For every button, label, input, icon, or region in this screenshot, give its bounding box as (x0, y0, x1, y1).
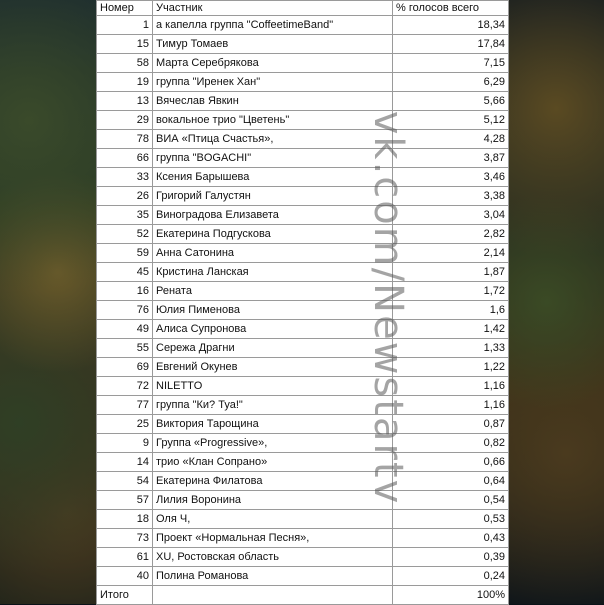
total-empty (153, 586, 393, 605)
row-percent: 0,64 (393, 472, 509, 491)
table-row (97, 168, 509, 187)
row-number: 16 (97, 282, 153, 301)
row-participant: группа "Иренек Хан" (153, 73, 393, 92)
header-row (97, 1, 509, 16)
row-number: 29 (97, 111, 153, 130)
table-row (97, 92, 509, 111)
row-number: 52 (97, 225, 153, 244)
row-number: 58 (97, 54, 153, 73)
results-table (96, 0, 509, 605)
row-participant: Группа «Progressive», (153, 434, 393, 453)
row-number: 19 (97, 73, 153, 92)
row-participant: Григорий Галустян (153, 187, 393, 206)
table-row (97, 263, 509, 282)
row-percent: 3,46 (393, 168, 509, 187)
row-percent: 7,15 (393, 54, 509, 73)
row-number: 77 (97, 396, 153, 415)
total-row (97, 586, 509, 605)
table-row (97, 149, 509, 168)
row-percent: 0,54 (393, 491, 509, 510)
table-row (97, 320, 509, 339)
row-number: 14 (97, 453, 153, 472)
row-percent: 1,22 (393, 358, 509, 377)
table-row (97, 567, 509, 586)
row-percent: 5,12 (393, 111, 509, 130)
table-row (97, 453, 509, 472)
row-number: 33 (97, 168, 153, 187)
row-number: 61 (97, 548, 153, 567)
row-number: 1 (97, 16, 153, 35)
row-percent: 0,87 (393, 415, 509, 434)
row-participant: Лилия Воронина (153, 491, 393, 510)
row-number: 9 (97, 434, 153, 453)
row-participant: Ксения Барышева (153, 168, 393, 187)
row-percent: 4,28 (393, 130, 509, 149)
row-number: 49 (97, 320, 153, 339)
row-participant: Тимур Томаев (153, 35, 393, 54)
table-row (97, 35, 509, 54)
row-percent: 0,53 (393, 510, 509, 529)
row-participant: Марта Серебрякова (153, 54, 393, 73)
row-percent: 2,82 (393, 225, 509, 244)
row-percent: 0,24 (393, 567, 509, 586)
header-number: Номер (97, 1, 153, 16)
table-row (97, 16, 509, 35)
row-participant: Кристина Ланская (153, 263, 393, 282)
row-percent: 18,34 (393, 16, 509, 35)
row-number: 66 (97, 149, 153, 168)
row-percent: 3,04 (393, 206, 509, 225)
table-row (97, 225, 509, 244)
row-number: 57 (97, 491, 153, 510)
row-percent: 1,16 (393, 377, 509, 396)
row-percent: 3,38 (393, 187, 509, 206)
row-participant: Оля Ч, (153, 510, 393, 529)
row-participant: Екатерина Подгускова (153, 225, 393, 244)
header-percent: % голосов всего (393, 1, 509, 16)
table-row (97, 358, 509, 377)
row-number: 18 (97, 510, 153, 529)
row-participant: NILETTO (153, 377, 393, 396)
row-percent: 0,66 (393, 453, 509, 472)
row-participant: Полина Романова (153, 567, 393, 586)
table-row (97, 510, 509, 529)
table-row (97, 434, 509, 453)
table-row (97, 548, 509, 567)
row-participant: Проект «Нормальная Песня», (153, 529, 393, 548)
row-number: 40 (97, 567, 153, 586)
results-sheet (96, 0, 508, 604)
row-participant: трио «Клан Сопрано» (153, 453, 393, 472)
row-percent: 1,33 (393, 339, 509, 358)
table-row (97, 339, 509, 358)
table-row (97, 491, 509, 510)
row-participant: Анна Сатонина (153, 244, 393, 263)
watermark-text: vk.com/Newstartv (365, 110, 411, 506)
table-row (97, 244, 509, 263)
row-participant: Юлия Пименова (153, 301, 393, 320)
row-percent: 0,43 (393, 529, 509, 548)
row-participant: а капелла группа "CoffeetimeBand" (153, 16, 393, 35)
row-percent: 0,82 (393, 434, 509, 453)
row-percent: 1,87 (393, 263, 509, 282)
row-number: 26 (97, 187, 153, 206)
table-row (97, 529, 509, 548)
row-number: 13 (97, 92, 153, 111)
total-label: Итого (97, 586, 153, 605)
row-percent: 2,14 (393, 244, 509, 263)
row-percent: 1,42 (393, 320, 509, 339)
row-number: 35 (97, 206, 153, 225)
row-number: 54 (97, 472, 153, 491)
table-row (97, 472, 509, 491)
row-percent: 5,66 (393, 92, 509, 111)
row-participant: ВИА «Птица Счастья», (153, 130, 393, 149)
row-participant: Рената (153, 282, 393, 301)
row-number: 15 (97, 35, 153, 54)
row-percent: 17,84 (393, 35, 509, 54)
row-percent: 3,87 (393, 149, 509, 168)
row-participant: группа "BOGACHI" (153, 149, 393, 168)
row-participant: Сережа Драгни (153, 339, 393, 358)
row-number: 69 (97, 358, 153, 377)
table-row (97, 415, 509, 434)
row-number: 59 (97, 244, 153, 263)
background-right (508, 0, 604, 604)
row-number: 72 (97, 377, 153, 396)
row-participant: вокальное трио "Цветень" (153, 111, 393, 130)
table-row (97, 111, 509, 130)
table-row (97, 206, 509, 225)
row-participant: Евгений Окунев (153, 358, 393, 377)
table-row (97, 187, 509, 206)
row-participant: Вячеслав Явкин (153, 92, 393, 111)
row-percent: 1,72 (393, 282, 509, 301)
header-participant: Участник (153, 1, 393, 16)
row-number: 78 (97, 130, 153, 149)
table-row (97, 130, 509, 149)
table-row (97, 301, 509, 320)
table-row (97, 282, 509, 301)
row-participant: Алиса Супронова (153, 320, 393, 339)
background-left (0, 0, 96, 604)
row-percent: 1,6 (393, 301, 509, 320)
total-value: 100% (393, 586, 509, 605)
row-participant: Виктория Тарощина (153, 415, 393, 434)
row-percent: 0,39 (393, 548, 509, 567)
table-row (97, 73, 509, 92)
row-percent: 6,29 (393, 73, 509, 92)
row-participant: Екатерина Филатова (153, 472, 393, 491)
row-percent: 1,16 (393, 396, 509, 415)
table-row (97, 54, 509, 73)
row-number: 73 (97, 529, 153, 548)
row-participant: XU, Ростовская область (153, 548, 393, 567)
row-participant: группа "Ки? Туа!" (153, 396, 393, 415)
table-row (97, 396, 509, 415)
row-number: 55 (97, 339, 153, 358)
table-row (97, 377, 509, 396)
row-number: 45 (97, 263, 153, 282)
row-participant: Виноградова Елизавета (153, 206, 393, 225)
row-number: 25 (97, 415, 153, 434)
row-number: 76 (97, 301, 153, 320)
